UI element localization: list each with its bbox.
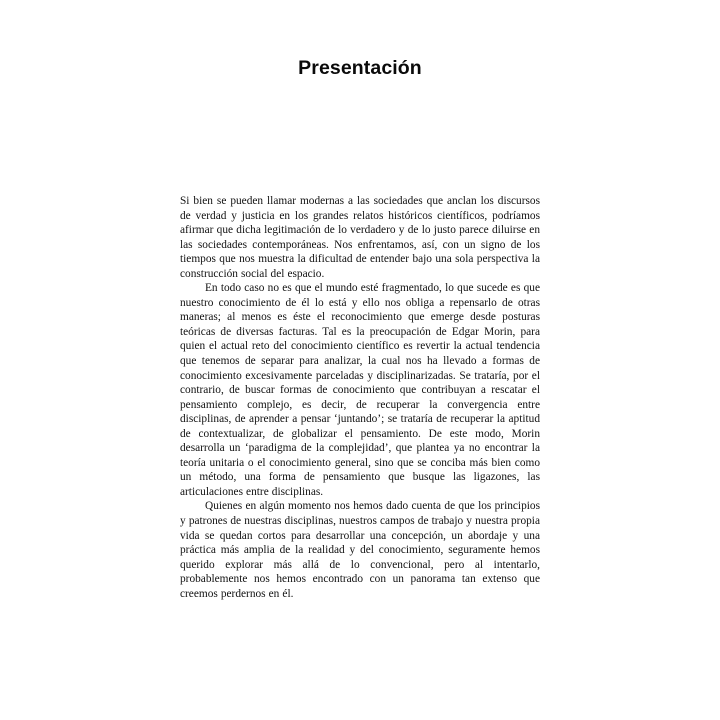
body-paragraph-2: En todo caso no es que el mundo esté fragmentado, lo que sucede es que nuestro conocimiento de él lo está y ello nos obliga a repensarlo de otras maneras; al menos es éste el reconocimiento que emerge desde posturas teóricas de diversas facturas. Tal es la preocupación de Edgar Morin, para quien el actual reto del conocimiento científico es revertir la actual tendencia que tenemos de separar para analizar, la cual nos ha llevado a formas de conocimiento excesivamente parceladas y disciplinarizadas. Se trataría, por el contrario, de buscar formas de conocimiento que contribuyan a rescatar el pensamiento complejo, es decir, de recuperar la convergencia entre disciplinas, de aprender a pensar ‘juntando’; se trataría de recuperar la aptitud de contextualizar, de globalizar el pensamiento. De este modo, Morin desarrolla un ‘paradigma de la complejidad’, que plantea ya no encontrar la teoría unitaria o el conocimiento general, sino que se conciba más bien como un método, una forma de pensamiento que busque las ligazones, las articulaciones entre disciplinas. — [180, 282, 540, 498]
body-paragraph-1: Si bien se pueden llamar modernas a las sociedades que anclan los discursos de verdad y justicia en los grandes relatos históricos científicos, podríamos afirmar que dicha legitimación de lo verdadero y de lo justo parece diluirse en las sociedades contemporáneas. Nos enfrentamos, así, con un signo de los tiempos que nos muestra la dificultad de entender bajo una sola perspectiva la construcción social del espacio. — [180, 195, 540, 280]
body-paragraph-3: Quienes en algún momento nos hemos dado cuenta de que los principios y patrones de nuestras disciplinas, nuestros campos de trabajo y nuestra propia vida se quedan cortos para desarrollar una concepción, un abordaje y una práctica más amplia de la realidad y del conocimiento, seguramente hemos querido explorar más allá de lo convencional, pero al intentarlo, probablemente nos hemos encontrado con un panorama tan extenso que creemos perdernos en él. — [180, 500, 540, 600]
page-title: Presentación — [298, 57, 422, 79]
body-text-column — [180, 194, 540, 601]
